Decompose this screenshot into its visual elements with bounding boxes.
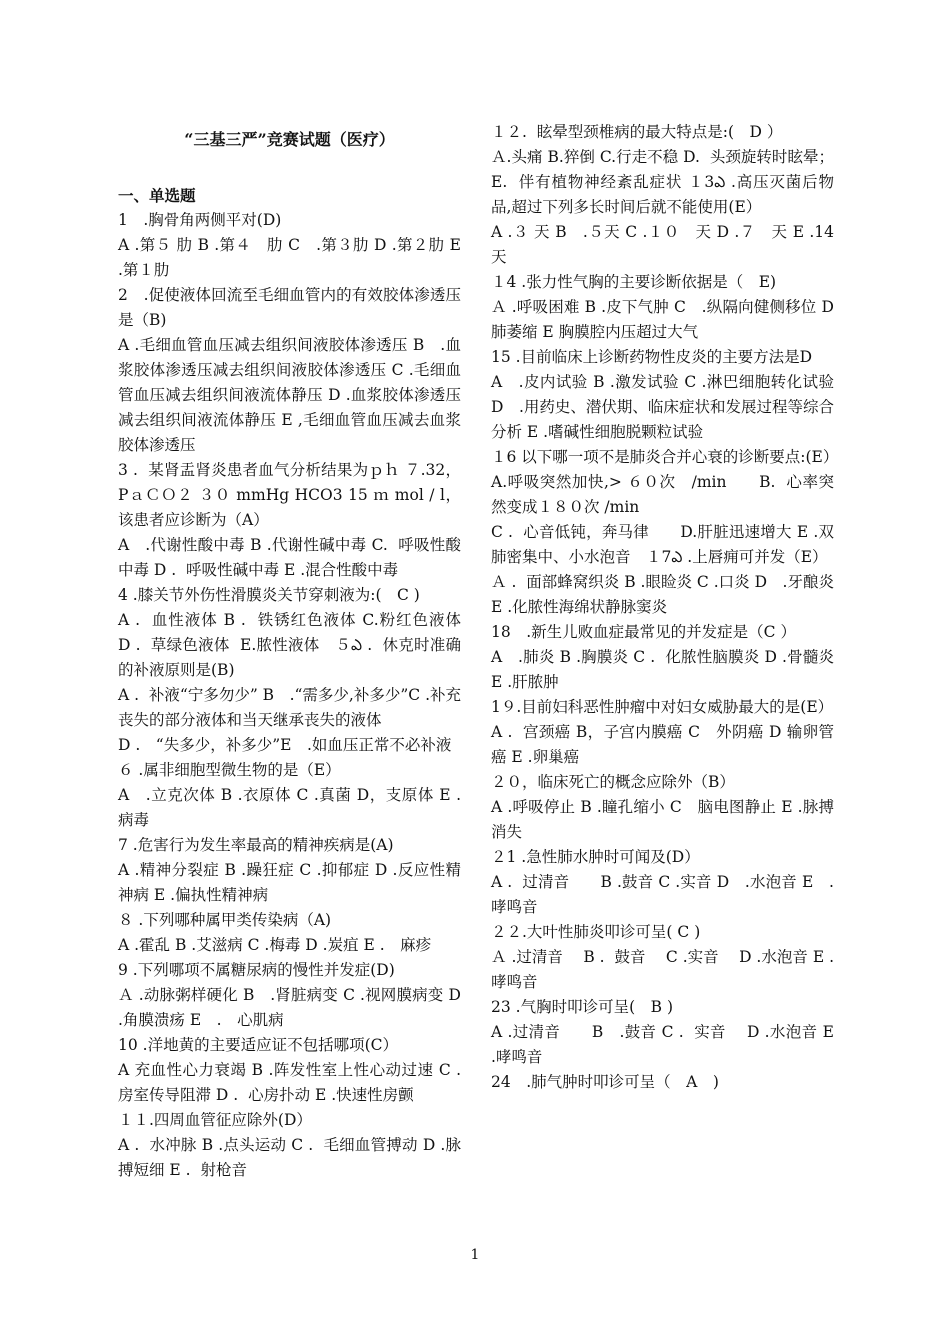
question-line: ２０，临床死亡的概念应除外（B） [491,773,735,791]
question-line: A . 补液“宁多勿少” B .“需多少,补多少”C .补充丧失的部分液体和当天继承丧失的液体 [118,686,461,729]
question-line: A 充血性心力衰竭 B .阵发性室上性心动过速 C . 房室传导阻滞 D . 心房扑动 E .快速性房颤 [118,1061,471,1104]
question-line: 18 .新生儿败血症最常见的并发症是（C ） [491,623,796,641]
question-line: ２1 .急性肺水肿时可闻及(D） [491,848,700,866]
question-line: 23 .气胸时叩诊可呈( B ) [491,998,673,1016]
question-line: A .代谢性酸中毒 B .代谢性碱中毒 C. 呼吸性酸中毒 D . 呼吸性碱中毒 E .混合性酸中毒 [118,536,461,579]
right-column [491,120,844,1095]
question-line: 24 .肺气肿时叩诊可呈（ A ) [491,1073,719,1091]
question-line: 1 .胸骨角两侧平对(D) [118,211,282,229]
question-line: 7 .危害行为发生率最高的精神疾病是(A) [118,836,394,854]
question-line: １１.四周血管征应除外(D） [118,1111,312,1129]
question-line: A .３ 天 B .５天 C .１０ 天 D .７ 天 E .14 天 [491,223,839,266]
question-line: C . 心音低钝，奔马律 D.肝脏迅速增大 E .双肺密集中、小水泡音 １7ఎ .上唇痈可并发（E） [491,523,834,566]
page-number: 1 [470,1247,480,1263]
left-question-list [118,208,477,1183]
question-line: 1９.目前妇科恶性肿瘤中对妇女威胁最大的是(E） [491,698,834,716]
question-line: A .精神分裂症 B .躁狂症 C .抑郁症 D .反应性精神病 E .偏执性精神病 [118,861,461,904]
question-line: Ａ . 面部蜂窝织炎 B .眼睑炎 C .口炎 D .牙酿炎 E .化脓性海绵状静脉窦炎 [491,573,839,616]
question-line: A .毛细血管血压减去组织间液胶体渗透压 B .血浆胶体渗透压减去组织间液胶体渗透压 C .毛细血管血压减去组织间液流体静压 D .血浆胶体渗透压减去组织间液流体静压 E ,毛细血管血压减去血浆胶体渗透压 [118,336,461,454]
section-heading: 一、单选题 [118,186,196,205]
left-column [118,120,477,1183]
question-line: Ａ .呼吸困难 B .皮下气肿 C .纵隔向健侧移位 D 肺萎缩 E 胸膜腔内压超过大气 [491,298,839,341]
question-line: ８ .下列哪种属甲类传染病（A) [118,911,332,929]
question-line: A . 宫颈癌 B，子宫内膜癌 C 外阴癌 D 输卵管癌 E .卵巢癌 [491,723,834,766]
question-line: A .肺炎 B .胸膜炎 C . 化脓性脑膜炎 D .骨髓炎 E .肝脓肿 [491,648,839,691]
question-line: Ａ.头痛 B.猝倒 C.行走不稳 D. 头颈旋转时眩晕；E. 伴有植物神经紊乱症状 １3ఎ .高压灭菌后物品,超过下列多长时间后就不能使用(E） [491,148,834,216]
question-line: A.呼吸突然加快,> ６０次 /min B. 心率突然变成１８０次 /min [491,473,834,516]
question-line: A . 血性液体 B . 铁锈红色液体 C.粉红色液体 D . 草绿色液体 E.脓性液体 ５ఎ . 休克时准确的补液原则是(B) [118,611,477,679]
question-line: 2 .促使液体回流至毛细血管内的有效胶体渗透压是（B) [118,286,461,329]
question-line: 3 . 某肾盂肾炎患者血气分析结果为ｐｈ ７.32，PａＣＯ２ ３０ mmHg HCO3 15 ｍ mol / l，该患者应诊断为（A） [118,461,461,529]
question-line: Ａ .动脉粥样硬化 B .肾脏病变 C .视网膜病变 D .角膜溃疡 E . 心肌病 [118,986,466,1029]
question-line: ６ .属非细胞型微生物的是（E） [118,761,341,779]
question-line: A .立克次体 B .衣原体 C .真菌 D，支原体 E .病毒 [118,786,461,829]
question-line: ２２.大叶性肺炎叩诊可呈( C ) [491,923,701,941]
question-line: D . “失多少，补多少”E .如血压正常不必补液 [118,736,452,754]
question-line: 10 .洋地黄的主要适应证不包括哪项(C） [118,1036,398,1054]
question-line: １6 以下哪一项不是肺炎合并心衰的诊断要点:(E） [491,448,839,466]
right-question-list [491,120,844,1095]
question-line: 4 .膝关节外伤性滑膜炎关节穿刺液为:( C ) [118,586,420,604]
question-line: A .呼吸停止 B .瞳孔缩小 C 脑电图静止 E .脉搏消失 [491,798,834,841]
page-title: “三基三严”竞赛试题（医疗） [184,130,395,149]
question-line: Ａ .过清音 B . 鼓音 C .实音 D .水泡音 E . 哮鸣音 [491,948,844,991]
question-line: A .皮内试验 B .激发试验 C .淋巴细胞转化试验 D .用药史、潜伏期、临床症状和发展过程等综合分析 E .嗜碱性细胞脱颗粒试验 [491,373,839,441]
question-line: 9 .下列哪项不属糖尿病的慢性并发症(D) [118,961,395,979]
question-line: A .霍乱 B .艾滋病 C .梅毒 D .炭疽 E . 麻疹 [118,936,432,954]
question-line: １4 .张力性气胸的主要诊断依据是（ E) [491,273,777,291]
question-line: A . 水冲脉 B .点头运动 C . 毛细血管搏动 D .脉搏短细 E . 射枪音 [118,1136,461,1179]
question-line: 15 .目前临床上诊断药物性皮炎的主要方法是D [491,348,813,366]
question-line: A .过清音 B .鼓音 C . 实音 D .水泡音 E .哮鸣音 [491,1023,839,1066]
question-line: １２. 眩晕型颈椎病的最大特点是:( D ） [491,123,783,141]
question-line: A .第５ 肋 B .第４ 肋 C .第３肋 D .第２肋 E .第１肋 [118,236,466,279]
question-line: A . 过清音 B .鼓音 C .实音 D .水泡音 E .哮鸣音 [491,873,834,916]
